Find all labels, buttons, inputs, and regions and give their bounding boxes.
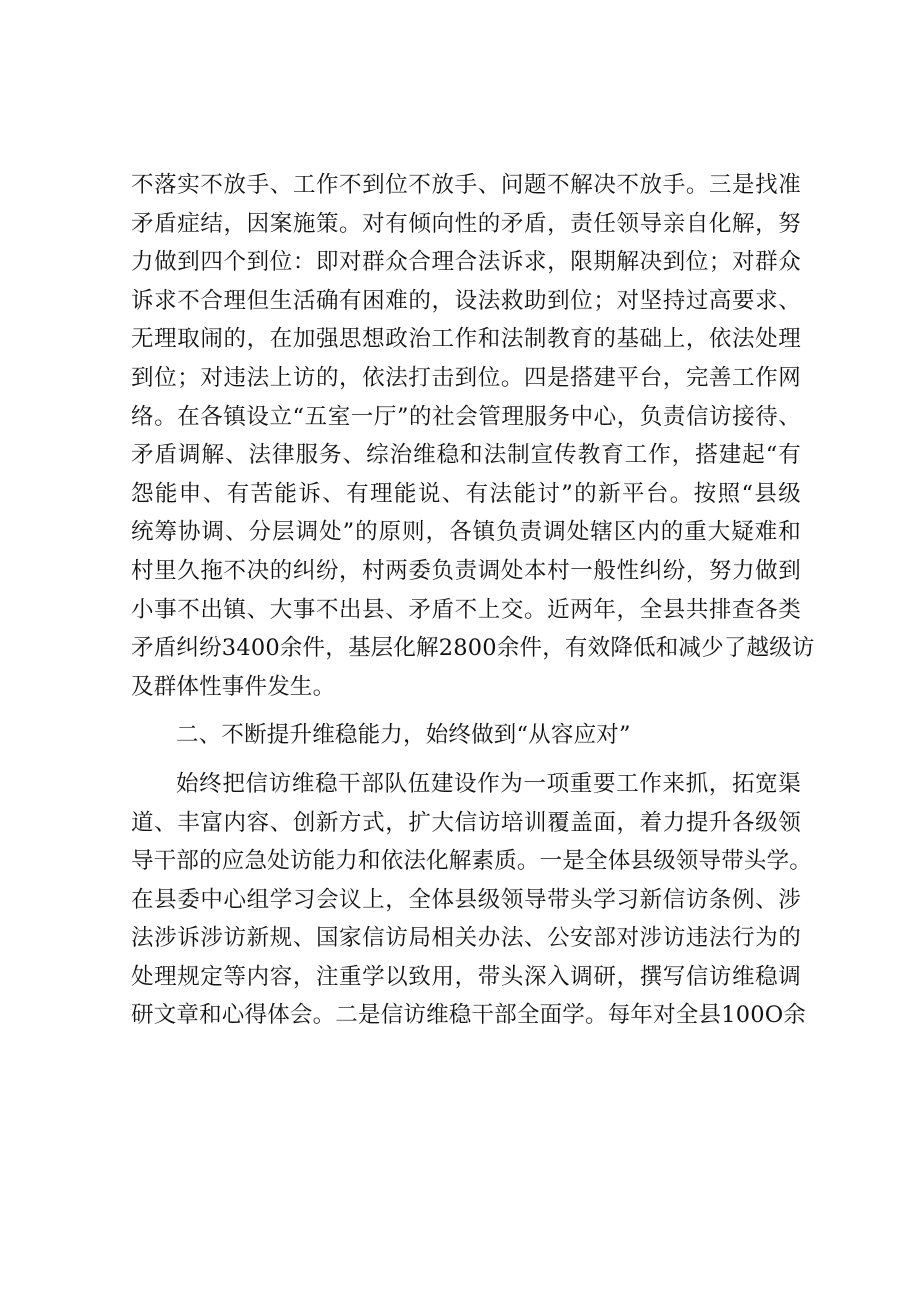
paragraph-line: 无理取闹的，在加强思想政治工作和法制教育的基础上，依法处理 — [131, 326, 801, 353]
paragraph-line: 研文章和心得体会。二是信访维稳干部全面学。每年对全县100O余 — [131, 1002, 807, 1029]
paragraph-line: 矛盾调解、法律服务、综治维稳和法制宣传教育工作，搭建起“有 — [131, 442, 801, 469]
paragraph-line: 诉求不合理但生活确有困难的，设法救助到位；对坚持过高要求、 — [131, 287, 801, 314]
paragraph-line: 在县委中心组学习会议上，全体县级领导带头学习新信访条例、涉 — [131, 886, 801, 913]
section-heading: 二、不断提升维稳能力，始终做到“从容应对” — [176, 722, 631, 749]
paragraph-line: 导干部的应急处访能力和依法化解素质。一是全体县级领导带头学。 — [131, 848, 813, 875]
paragraph-line: 处理规定等内容，注重学以致用，带头深入调研，撰写信访维稳调 — [131, 963, 801, 990]
paragraph-line: 统筹协调、分层调处”的原则，各镇负责调处辖区内的重大疑难和 — [131, 519, 801, 546]
paragraph-line: 法涉诉涉访新规、国家信访局相关办法、公安部对涉访违法行为的 — [131, 925, 801, 952]
paragraph-line: 始终把信访维稳干部队伍建设作为一项重要工作来抓，拓宽渠 — [176, 770, 801, 797]
paragraph-line: 力做到四个到位：即对群众合理合法诉求，限期解决到位；对群众 — [131, 249, 801, 276]
paragraph-line: 到位；对违法上访的，依法打击到位。四是搭建平台，完善工作网 — [131, 364, 801, 391]
paragraph-line: 不落实不放手、工作不到位不放手、问题不解决不放手。三是找准 — [131, 172, 801, 198]
paragraph-line: 及群体性事件发生。 — [131, 673, 336, 700]
paragraph-line: 小事不出镇、大事不出县、矛盾不上交。近两年，全县共排查各类 — [131, 596, 801, 623]
paragraph-line: 络。在各镇设立“五室一厅”的社会管理服务中心，负责信访接待、 — [131, 403, 801, 430]
paragraph-line: 矛盾症结，因案施策。对有倾向性的矛盾，责任领导亲自化解，努 — [131, 210, 801, 237]
paragraph-line: 怨能申、有苦能诉、有理能说、有法能讨”的新平台。按照“县级 — [131, 480, 801, 507]
document-body — [131, 166, 815, 1035]
paragraph-line: 矛盾纠纷3400余件，基层化解2800余件，有效降低和减少了越级访 — [131, 635, 815, 662]
paragraph-line: 道、丰富内容、创新方式，扩大信访培训覆盖面，着力提升各级领 — [131, 809, 801, 836]
paragraph-line: 村里久拖不决的纠纷，村两委负责调处本村一般性纠纷，努力做到 — [131, 557, 801, 584]
